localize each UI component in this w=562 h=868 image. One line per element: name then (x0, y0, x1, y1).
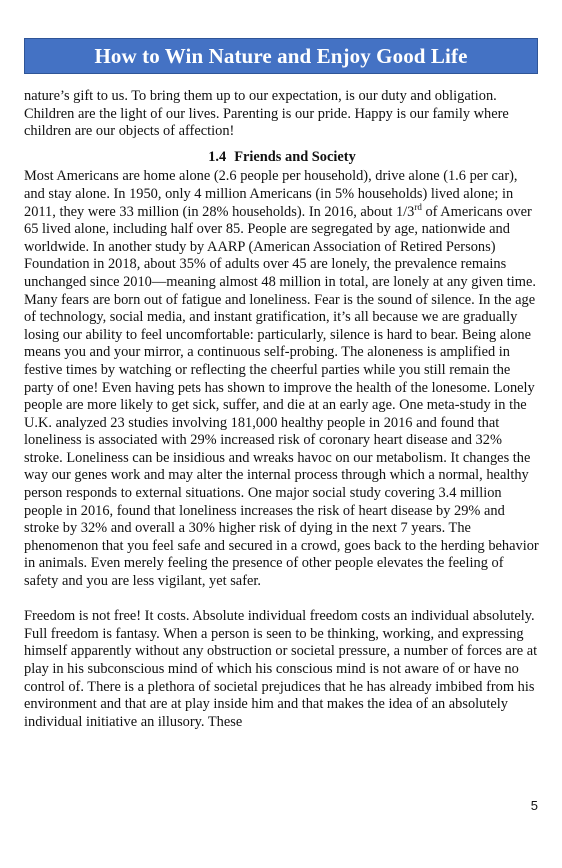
paragraph-freedom: Freedom is not free! It costs. Absolute individual freedom costs an individual absolutely. Full freedom is fantasy. When a person is seen to be thinking, working, and expressing himself apparently without any obstruction or societal pressure, a number of forces are at play in his subconscious mind of which his conscious mind is not aware of or have no control of. There is a plethora of societal prejudices that he has already imbibed from his environment and that are at play inside him and that makes the idea of an absolutely individual initiative an illusory. These (24, 608, 538, 730)
chapter-banner (24, 38, 538, 74)
intro-paragraph: nature’s gift to us. To bring them up to our expectation, is our duty and obligation. Children are the light of our lives. Parenting is our pride. Happy is our family where children are our objects of affection! (24, 88, 509, 140)
ordinal-superscript: rd (414, 201, 422, 212)
body-text (24, 88, 540, 731)
section-title: Friends and Society (234, 148, 356, 165)
paragraph-loneliness (24, 168, 540, 590)
paragraph-loneliness-part-a: Most Americans are home alone (2.6 people per household), drive alone (1.6 per car), and stay alone. In 1950, only 4 million Americans (in 5% households) lived alone; in 2011, they were 33 million (in 28% households). In 2016, about 1/3 (24, 168, 518, 220)
section-number: 1.4 (208, 148, 227, 165)
section-heading (24, 149, 540, 167)
banner-title: How to Win Nature and Enjoy Good Life (94, 43, 468, 68)
page-number: 5 (530, 798, 538, 813)
paragraph-loneliness-part-b: of Americans over 65 lived alone, including half over 85. People are segregated by age, nationwide and worldwide. In another study by AARP (American Association of Retired Persons) Foundation in 2018, about 35% of adults over 45 are lonely, the prevalence remains unchanged since 2010—meaning almost 48 million in total, are lonely at any given time. Many fears are born out of fatigue and loneliness. Fear is the sound of silence. In the age of technology, social media, and instant gratification, it’s all because we are gradually losing our ability to feel uncomfortable: particularly, silence is hard to bear. Being alone means you and your mirror, a continuous self-probing. The aloneness is amplified in festive times by watching or reflecting the cheerful parties while you still remain the party of one! Even having pets has shown to improve the health of the lonesome. Lonely people are more likely to get sick, suffer, and die at an early age. One meta-study in the U.K. analyzed 23 studies involving 181,000 healthy people in 2016 and found that loneliness is associated with 29% increased risk of coronary heart disease and 32% stroke. Loneliness can be insidious and wreaks havoc on our metabolism. It changes the way our genes work and may alter the internal process through which a normal, healthy person responds to external situations. One major social study covering 3.4 million people in 2016, found that loneliness increases the risk of heart disease by 29% and stroke by 32% and overall a 30% higher risk of dying in the next 7 years. The phenomenon that you feel safe and secured in a crowd, goes back to the herding behavior in animals. Even merely feeling the presence of other people elevates the feeling of safety and you are less vigilant, yet safer. (24, 203, 539, 590)
paragraph-spacer (24, 591, 540, 609)
